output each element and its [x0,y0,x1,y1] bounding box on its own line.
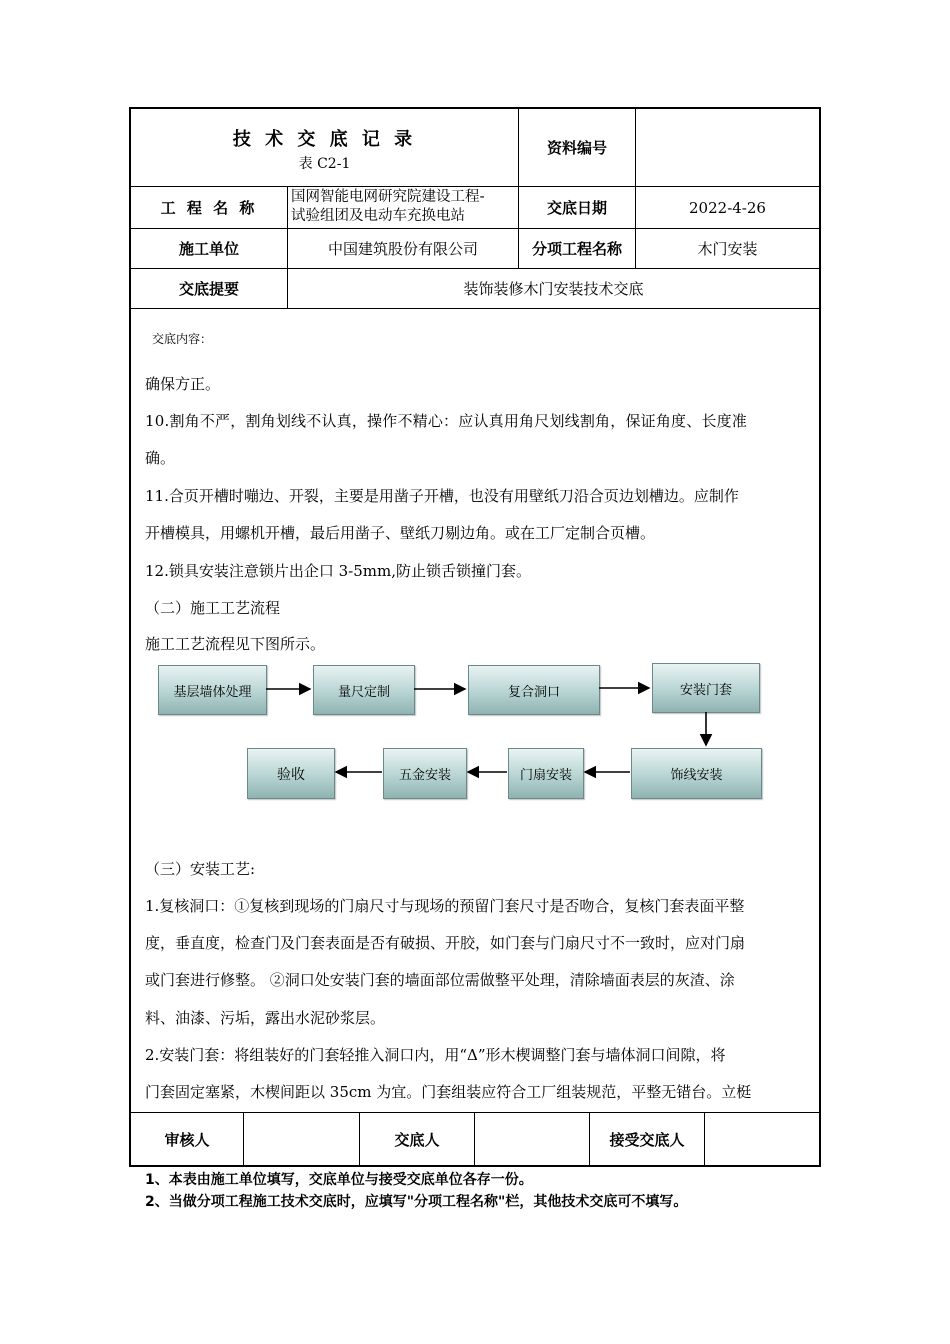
content-line: 或门套进行修整。 ②洞口处安装门套的墙面部位需做整平处理，清除墙面表层的灰渣、涂 [145,971,735,989]
summary-label: 交底提要 [178,280,239,298]
content-line: 10.割角不严，割角划线不认真，操作不精心：应认真用角尺划线割角，保证角度、长度准 [145,412,748,430]
flow-step: 门扇安装 [508,748,584,799]
footnote: 1、本表由施工单位填写，交底单位与接受交底单位各存一份。 [145,1172,533,1188]
content-line: 2.安装门套：将组装好的门套轻推入洞口内，用“Δ”形木楔调整门套与墙体洞口间隙，将 [145,1046,726,1064]
flow-step: 饰线安装 [631,748,762,799]
sub-project-label: 分项工程名称 [531,240,622,258]
doc-no-label: 资料编号 [546,139,607,157]
form-code: 表 C2-1 [298,156,351,172]
receiver-label: 接受交底人 [609,1130,685,1149]
sub-project-value: 木门安装 [697,240,758,258]
summary-value: 装饰装修木门安装技术交底 [463,280,644,298]
content-line: 门套固定塞紧，木楔间距以 35cm 为宜。门套组装应符合工厂组装规范，平整无错台。立梃 [145,1083,752,1101]
project-name-label: 工 程 名 称 [160,199,258,217]
date-label: 交底日期 [546,199,607,217]
discloser-field[interactable] [475,1113,589,1165]
flow-step: 安装门套 [652,663,760,713]
footnote: 2、当做分项工程施工技术交底时，应填写"分项工程名称"栏，其他技术交底可不填写。 [145,1194,688,1210]
construction-unit-label: 施工单位 [178,240,239,258]
date-value: 2022-4-26 [689,198,766,217]
flow-step: 验收 [247,748,335,799]
section-heading: （三）安装工艺: [145,860,256,878]
project-name-line1: 国网智能电网研究院建设工程- [291,189,485,205]
discloser-label: 交底人 [394,1130,440,1149]
content-line: 11.合页开槽时嘣边、开裂，主要是用凿子开槽，也没有用壁纸刀沿合页边划槽边。应制作 [145,487,739,505]
content-line: 度，垂直度，检查门及门套表面是否有破损、开胶，如门套与门扇尺寸不一致时，应对门扇 [145,934,746,952]
flow-step: 复合洞口 [468,665,600,715]
content-line: 确保方正。 [145,375,221,393]
content-line: 施工工艺流程见下图所示。 [145,635,326,653]
reviewer-label: 审核人 [164,1130,210,1149]
content-heading: 交底内容： [152,332,213,346]
flow-step: 量尺定制 [313,665,415,715]
construction-unit-value: 中国建筑股份有限公司 [327,240,478,258]
page-title: 技 术 交 底 记 录 [232,129,417,150]
flow-step: 五金安装 [383,748,467,799]
receiver-field[interactable] [705,1113,819,1165]
content-line: 开槽模具，用螺机开槽，最后用凿子、壁纸刀剔边角。或在工厂定制合页槽。 [145,524,656,542]
project-name-line2: 试验组团及电动车充换电站 [291,208,465,224]
content-line: 确。 [145,449,176,467]
flow-step: 基层墙体处理 [158,665,267,715]
content-line: 12.锁具安装注意锁片出企口 3-5mm,防止锁舌锁撞门套。 [145,562,531,580]
section-heading: （二）施工工艺流程 [145,599,281,617]
content-line: 1.复核洞口：①复核到现场的门扇尺寸与现场的预留门套尺寸是否吻合，复核门套表面平整 [145,897,745,915]
content-line: 料、油漆、污垢，露出水泥砂浆层。 [145,1009,386,1027]
reviewer-field[interactable] [244,1113,359,1165]
